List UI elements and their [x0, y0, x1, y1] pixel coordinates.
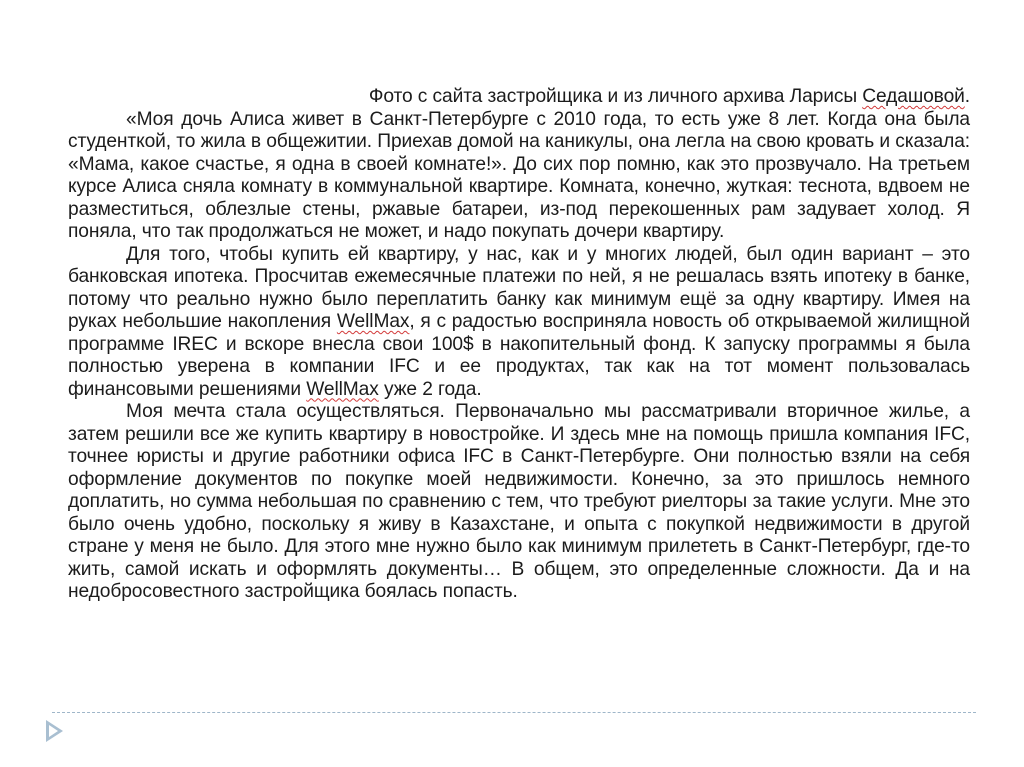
- photo-caption: [68, 86, 970, 109]
- paragraph-2: [68, 244, 970, 402]
- paragraph-1: «Моя дочь Алиса живет в Санкт-Петербурге с 2010 года, то есть уже 8 лет. Когда она была студенткой, то жила в общежитии. Приехав домой на каникулы, она легла на свою кровать и сказала: «Мама, какое счастье, я одна в своей комнате!». До сих пор помню, как это прозвучало. На третьем курсе Алиса сняла комнату в коммунальной квартире. Комната, конечно, жуткая: теснота, вдвоем не разместиться, облезлые стены, ржавые батареи, из-под перекошенных рам задувает холод. Я поняла, что так продолжаться не может, и надо покупать дочери квартиру.: [68, 108, 970, 242]
- paragraph-2-part-1: Для того, чтобы купить ей квартиру, у нас, как и у многих людей, был один вариант – это банковская ипотека. Просчитав ежемесячные платежи по ней, я не решалась взять ипотеку в банке, потому что реально нужно было переплатить банку как минимум ещё за одну квартиру. Имея на руках небольшие накопления: [68, 243, 970, 332]
- caption-text: Фото с сайта застройщика и из личного архива Ларисы: [368, 86, 863, 107]
- brand-name-1: WellMax: [336, 311, 410, 332]
- caption-period: .: [964, 86, 970, 107]
- footer-divider: [52, 712, 976, 713]
- caption-name: Седашовой: [862, 86, 965, 107]
- triangle-arrow-icon: [46, 720, 63, 742]
- article-text: [68, 86, 970, 604]
- paragraph-2-part-2: , я с радостью восприняла новость об открываемой жилищной программе IREC и вскоре внесла свои 100$ в накопительный фонд. К запуску программы я была полностью уверена в компании IFC и ее продуктах, так как на тот момент пользовалась финансовыми решениями: [68, 311, 971, 400]
- paragraph-3: Моя мечта стала осуществляться. Первоначально мы рассматривали вторичное жилье, а затем решили все же купить квартиру в новостройке. И здесь мне на помощь пришла компания IFC, точнее юристы и другие работники офиса IFC в Санкт-Петербурге. Они полностью взяли на себя оформление документов по покупке моей недвижимости. Конечно, за это пришлось немного доплатить, но сумма небольшая по сравнению с тем, что требуют риелторы за такие услуги. Мне это было очень удобно, поскольку я живу в Казахстане, и опыта с покупкой недвижимости в другой стране у меня не было. Для этого мне нужно было как минимум прилететь в Санкт-Петербург, где-то жить, самой искать и оформлять документы… В общем, это определенные сложности. Да и на недобросовестного застройщика боялась попасть.: [68, 401, 970, 602]
- brand-name-2: WellMax: [306, 378, 379, 400]
- paragraph-2-part-3: уже 2 года.: [378, 378, 482, 400]
